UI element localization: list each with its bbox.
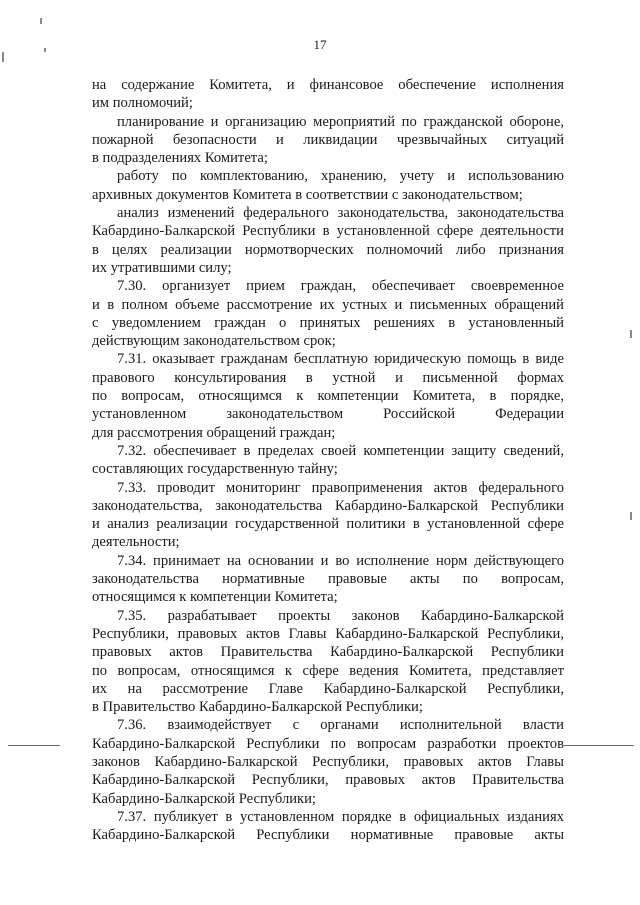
text-line: в подразделениях Комитета; xyxy=(92,150,268,167)
text-line: и в полном объеме рассмотрение их устных и письменных обращений xyxy=(92,296,564,313)
text-line: и анализ реализации государственной политики в установленной сфере xyxy=(92,516,564,533)
text-line: относящимся к компетенции Комитета; xyxy=(92,589,338,606)
page-number: 17 xyxy=(313,37,327,52)
text-line: пожарной безопасности и ликвидации чрезвычайных ситуаций xyxy=(92,131,564,148)
scan-artifact-line-left xyxy=(8,745,60,746)
scan-edge-mark xyxy=(630,330,632,338)
text-line: их утратившими силу; xyxy=(92,259,232,276)
text-line: для рассмотрения обращений граждан; xyxy=(92,424,336,441)
text-line: законодательства нормативные правовые акты по вопросам, xyxy=(92,571,564,588)
text-line: планирование и организацию мероприятий по гражданской обороне, xyxy=(117,113,564,130)
text-line: 7.37. публикует в установленном порядке в официальных изданиях xyxy=(117,808,564,825)
text-line: Республики, правовых актов Главы Кабардино-Балкарской Республики, xyxy=(92,625,564,642)
scan-edge-mark xyxy=(44,48,46,52)
scan-edge-mark xyxy=(630,512,632,520)
text-line: Кабардино-Балкарской Республики, правовых актов Правительства xyxy=(92,772,564,789)
text-line: Кабардино-Балкарской Республики по вопросам разработки проектов xyxy=(92,735,564,752)
text-line: 7.35. разрабатывает проекты законов Кабардино-Балкарской xyxy=(117,607,564,624)
text-line: деятельности; xyxy=(92,534,180,551)
text-line: им полномочий; xyxy=(92,95,193,112)
text-line: 7.36. взаимодействует с органами исполнительной власти xyxy=(117,717,564,734)
scan-artifact-line-right xyxy=(564,745,634,746)
text-line: в целях реализации нормотворческих полномочий либо признания xyxy=(92,241,564,258)
text-line: действующим законодательством срок; xyxy=(92,333,336,350)
text-line: анализ изменений федерального законодательства, законодательства xyxy=(117,205,564,222)
text-line: установленном законодательством Российской Федерации xyxy=(92,406,564,423)
text-line: правового консультирования в устной и письменной формах xyxy=(92,369,564,386)
text-line: по вопросам, относящимся к сфере ведения Комитета, представляет xyxy=(92,662,564,679)
text-line: работу по комплектованию, хранению, учету и использованию xyxy=(117,168,564,185)
text-line: архивных документов Комитета в соответствии с законодательством; xyxy=(92,186,523,203)
text-line: составляющих государственную тайну; xyxy=(92,461,338,478)
text-line: правовых актов Правительства Кабардино-Балкарской Республики xyxy=(92,644,564,661)
text-line: 7.34. принимает на основании и во исполнение норм действующего xyxy=(117,552,564,569)
text-line: 7.32. обеспечивает в пределах своей компетенции защиту сведений, xyxy=(117,442,564,459)
document-body xyxy=(92,76,564,844)
text-line: законов Кабардино-Балкарской Республики, правовых актов Главы xyxy=(92,753,564,770)
text-line: 7.33. проводит мониторинг правоприменения актов федерального xyxy=(117,479,564,496)
text-line: Кабардино-Балкарской Республики в установленной сфере деятельности xyxy=(92,223,564,240)
scan-edge-mark xyxy=(2,52,4,62)
text-line: Кабардино-Балкарской Республики; xyxy=(92,790,316,807)
text-line: по вопросам, относящимся к компетенции Комитета, в порядке, xyxy=(92,388,564,405)
text-line: 7.30. организует прием граждан, обеспечивает своевременное xyxy=(117,278,564,295)
text-line: на содержание Комитета, и финансовое обеспечение исполнения xyxy=(92,77,564,93)
text-line: законодательства, законодательства Кабардино-Балкарской Республики xyxy=(92,497,564,514)
text-line: с уведомлением граждан о принятых решениях в установленный xyxy=(92,314,564,331)
text-line: в Правительство Кабардино-Балкарской Республики; xyxy=(92,699,423,716)
text-line: их на рассмотрение Главе Кабардино-Балкарской Республики, xyxy=(92,680,564,697)
text-line: Кабардино-Балкарской Республики нормативные правовые акты xyxy=(92,827,564,844)
scan-edge-mark xyxy=(40,18,42,24)
text-line: 7.31. оказывает гражданам бесплатную юридическую помощь в виде xyxy=(117,351,564,368)
